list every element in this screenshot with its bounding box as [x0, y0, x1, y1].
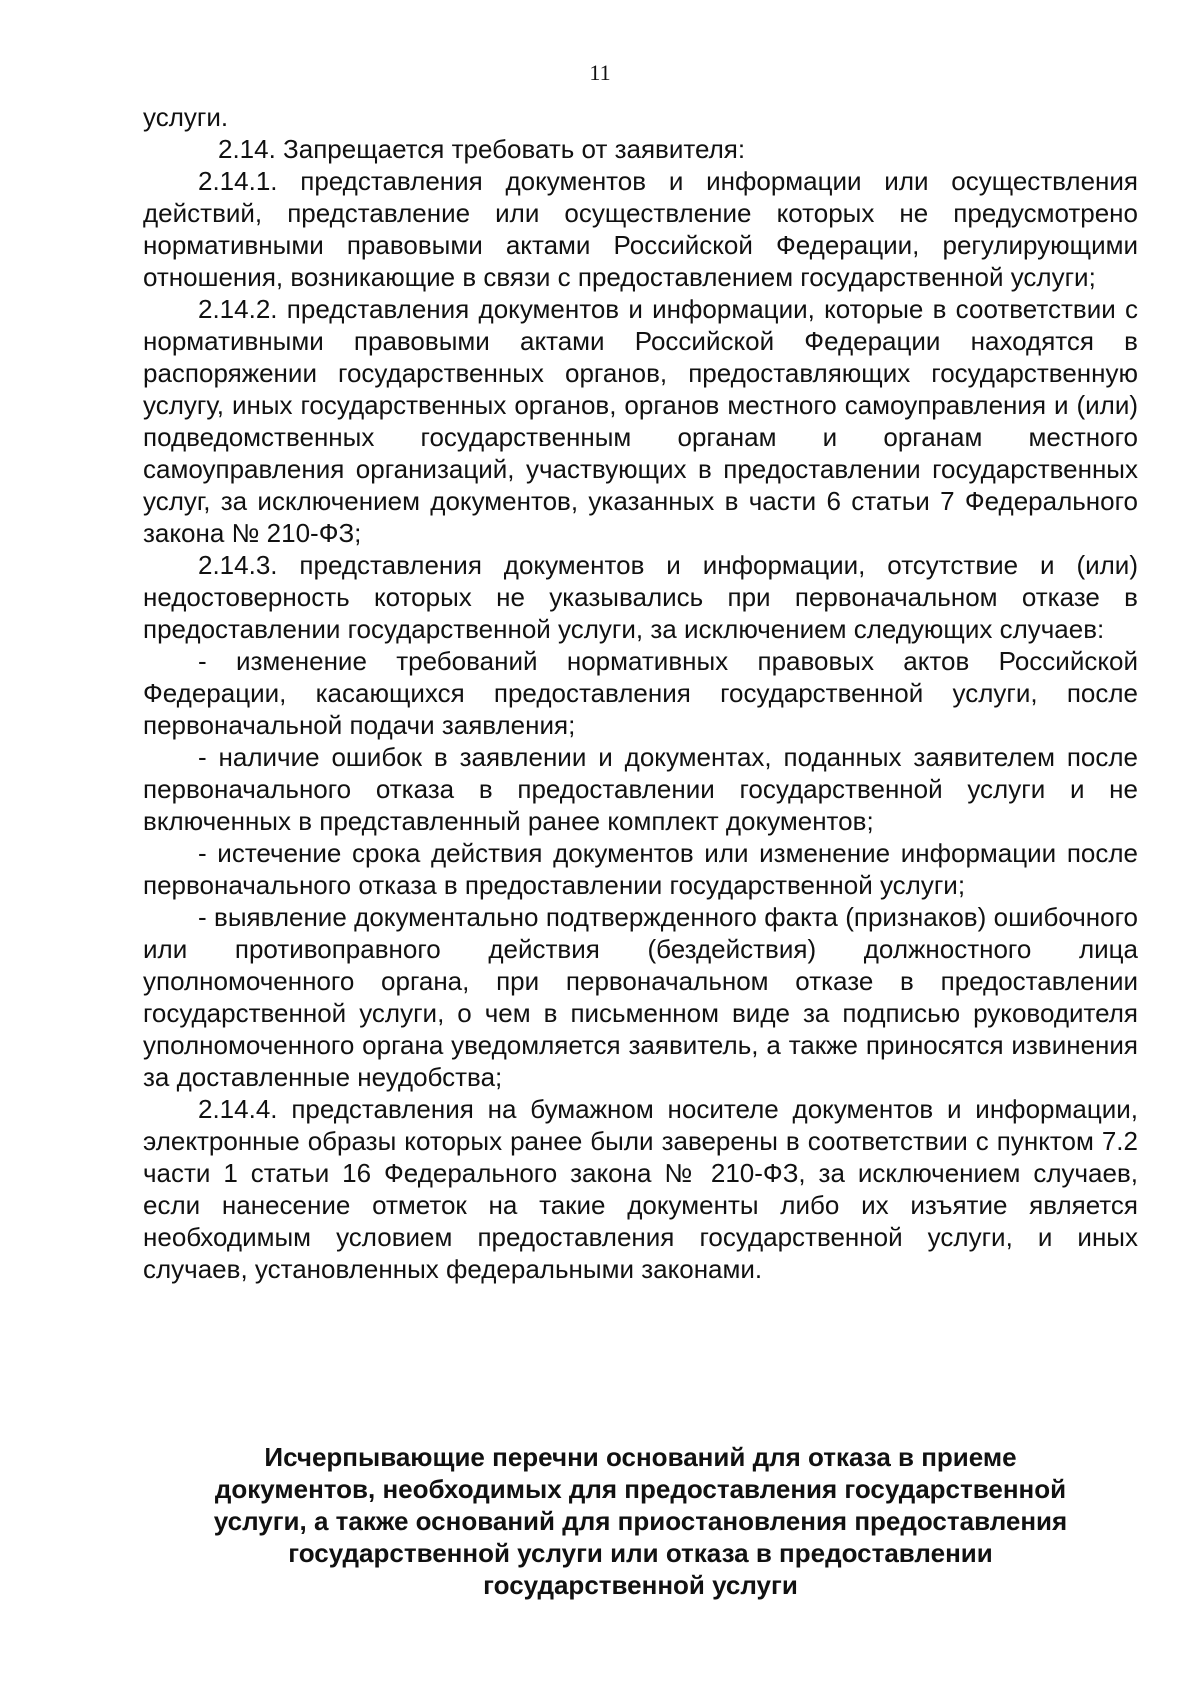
list-item-expiry: - истечение срока действия документов или изменение информации после первоначального отказа в предоставлении государственной услуги;: [143, 838, 1138, 900]
section-heading-line: государственной услуги: [483, 1570, 798, 1600]
paragraph-2-14-1: 2.14.1. представления документов и информации или осуществления действий, представление или осуществление которых не предусмотрено нормативными правовыми актами Российской Федерации, регулирующими отношения, возникающие в связи с предоставлением государственной услуги;: [143, 166, 1138, 292]
section-heading-line: государственной услуги или отказа в предоставлении: [288, 1538, 993, 1568]
section-heading-line: услуги, а также оснований для приостановления предоставления: [213, 1506, 1068, 1536]
section-heading-line: документов, необходимых для предоставления государственной: [214, 1474, 1067, 1504]
body-text: [143, 101, 1138, 1285]
section-heading: [143, 1441, 1138, 1601]
paragraph-continuation: услуги.: [143, 102, 229, 132]
paragraph-2-14-4: 2.14.4. представления на бумажном носителе документов и информации, электронные образы которых ранее были заверены в соответствии с пунктом 7.2 части 1 статьи 16 Федерального закона № 210-ФЗ, за исключением случаев, если нанесение отметок на такие документы либо их изъятие является необходимым условием предоставления государственной услуги, и иных случаев, установленных федеральными законами.: [143, 1094, 1138, 1284]
paragraph-2-14-3: 2.14.3. представления документов и информации, отсутствие и (или) недостоверность которых не указывались при первоначальном отказе в предоставлении государственной услуги, за исключением следующих случаев:: [143, 550, 1138, 644]
page-number: 11: [589, 60, 611, 85]
list-item-errors: - наличие ошибок в заявлении и документах, поданных заявителем после первоначального отказа в предоставлении государственной услуги и не включенных в представленный ранее комплект документов;: [143, 742, 1138, 836]
list-item-wrongful-action: - выявление документально подтвержденного факта (признаков) ошибочного или противоправного действия (бездействия) должностного лица уполномоченного органа, при первоначальном отказе в предоставлении государственной услуги, о чем в письменном виде за подписью руководителя уполномоченного органа уведомляется заявитель, а также приносятся извинения за доставленные неудобства;: [143, 902, 1138, 1092]
list-item-requirements-change: - изменение требований нормативных правовых актов Российской Федерации, касающихся предоставления государственной услуги, после первоначальной подачи заявления;: [143, 646, 1138, 740]
paragraph-2-14: 2.14. Запрещается требовать от заявителя:: [218, 134, 746, 164]
paragraph-2-14-2: 2.14.2. представления документов и информации, которые в соответствии с нормативными правовыми актами Российской Федерации находятся в распоряжении государственных органов, предоставляющих государственную услугу, иных государственных органов, органов местного самоуправления и (или) подведомственных государственным органам и органам местного самоуправления организаций, участвующих в предоставлении государственных услуг, за исключением документов, указанных в части 6 статьи 7 Федерального закона № 210-ФЗ;: [143, 294, 1138, 548]
section-heading-line: Исчерпывающие перечни оснований для отказа в приеме: [264, 1442, 1017, 1472]
